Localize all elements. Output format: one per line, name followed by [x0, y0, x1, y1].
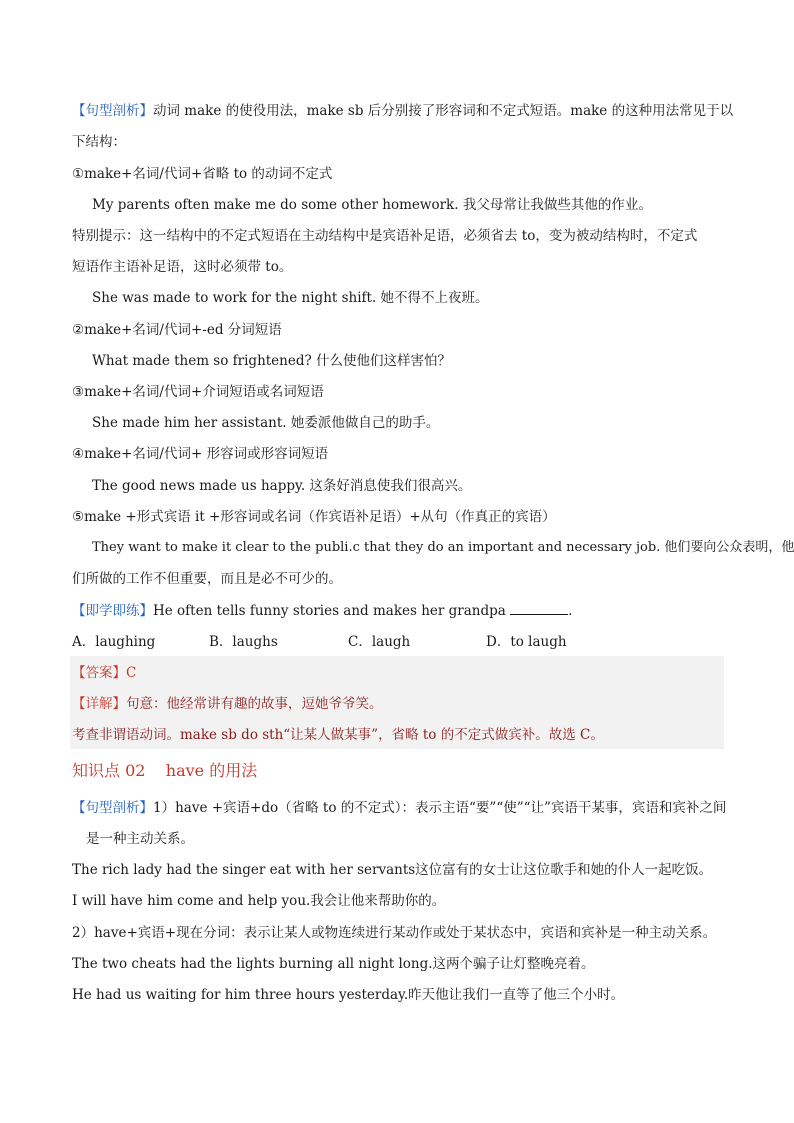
practice-question — [72, 600, 727, 621]
tip-line1: 特别提示：这一结构中的不定式短语在主动结构中是宾语补足语，必须省去 to，变为被动结构时，不定式 — [72, 228, 698, 244]
have-example-2: I will have him come and help you.我会让他来帮助你的。 — [72, 893, 446, 909]
structure-5-example-line2: 们所做的工作不但重要，而且是必不可少的。 — [72, 571, 342, 587]
have-example-1: The rich lady had the singer eat with her servants这位富有的女士让这位歌手和她的仆人一起吃饭。 — [72, 862, 713, 878]
structure-3-title: ③make+名词/代词+介词短语或名词短语 — [72, 384, 324, 400]
have-analysis-text: 1）have +宾语+do（省略 to 的不定式）：表示主语“要”“使”“让”宾语干某事，宾语和宾补之间 — [153, 800, 727, 816]
structure-1-title: ①make+名词/代词+省略 to 的动词不定式 — [72, 166, 333, 182]
option-c[interactable]: C．laugh — [348, 634, 411, 650]
analysis-paragraph-line1 — [72, 101, 734, 121]
structure-5-title: ⑤make +形式宾语 it +形容词或名词（作宾语补足语）+从句（作真正的宾语） — [72, 509, 556, 525]
analysis-paragraph-line2: 下结构： — [72, 134, 126, 150]
answer-blank — [510, 600, 568, 615]
answer-line — [72, 663, 727, 683]
have-analysis-line1 — [72, 798, 727, 818]
detail-text: 句意：他经常讲有趣的故事，逗她爷爷笑。 — [126, 696, 383, 712]
structure-2-title: ②make+名词/代词+-ed 分词短语 — [72, 322, 282, 338]
structure-2-example: What made them so frightened? 什么使他们这样害怕？ — [92, 353, 452, 369]
have-analysis-line2: 是一种主动关系。 — [86, 831, 194, 847]
structure-4-title: ④make+名词/代词+ 形容词或形容词短语 — [72, 446, 329, 462]
option-b[interactable]: B．laughs — [209, 634, 278, 650]
section-heading: 知识点 02 have 的用法 — [72, 761, 258, 780]
practice-end: . — [568, 603, 573, 619]
practice-text: He often tells funny stories and makes her grandpa — [153, 603, 511, 619]
structure-3-example: She made him her assistant. 她委派他做自己的助手。 — [92, 415, 440, 431]
have-example-3: The two cheats had the lights burning all night long.这两个骗子让灯整晚亮着。 — [72, 956, 595, 972]
options-row — [72, 632, 727, 652]
option-a[interactable]: A．laughing — [72, 634, 156, 650]
have-example-4: He had us waiting for him three hours yesterday.昨天他让我们一直等了他三个小时。 — [72, 987, 625, 1003]
option-d[interactable]: D．to laugh — [486, 634, 567, 650]
tip-line2: 短语作主语补足语，这时必须带 to。 — [72, 259, 293, 275]
detail-line2: 考查非谓语动词。make sb do sth“让某人做某事”，省略 to 的不定式做宾补。故选 C。 — [72, 727, 604, 743]
analysis-tag: 【句型剖析】 — [72, 103, 153, 119]
structure-4-example: The good news made us happy. 这条好消息使我们很高兴。 — [92, 478, 472, 494]
have-analysis-line3: 2）have+宾语+现在分词：表示让某人或物连续进行某动作或处于某状态中，宾语和宾补是一种主动关系。 — [72, 925, 717, 941]
practice-tag: 【即学即练】 — [72, 603, 153, 619]
structure-5-example-line1: They want to make it clear to the publi.c that they do an important and necessary job. 他们要向公众表明，他 — [92, 540, 794, 555]
detail-line1 — [72, 694, 727, 714]
structure-1-example: My parents often make me do some other homework. 我父母常让我做些其他的作业。 — [92, 197, 652, 213]
tip-example: She was made to work for the night shift. 她不得不上夜班。 — [92, 290, 489, 306]
detail-tag: 【详解】 — [72, 696, 126, 712]
have-analysis-tag: 【句型剖析】 — [72, 800, 153, 816]
answer-tag: 【答案】 — [72, 665, 126, 681]
analysis-text: 动词 make 的使役用法，make sb 后分别接了形容词和不定式短语。make 的这种用法常见于以 — [153, 103, 734, 119]
answer-value: C — [126, 665, 137, 681]
